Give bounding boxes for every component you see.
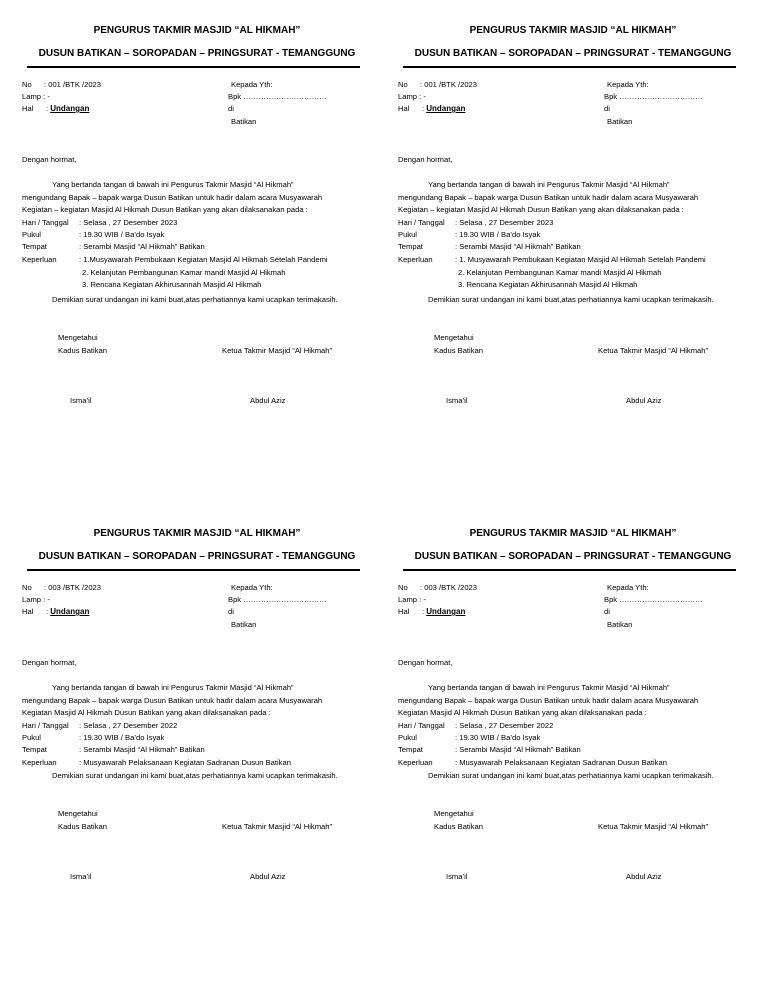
mengetahui: Mengetahui (434, 808, 474, 818)
keperluan-label: Keperluan (22, 255, 57, 264)
intro-line-2: mengundang Bapak – bapak warga Dusun Batikan untuk hadir dalam acara Musyawarah (22, 193, 323, 202)
signatory-left: Isma’il (70, 871, 92, 881)
lamp-value: : - (43, 595, 50, 604)
intro-line-1: Yang bertanda tangan di bawah ini Pengurus Takmir Masjid “Al Hikmah” (52, 180, 294, 189)
intro-line-1: Yang bertanda tangan di bawah ini Pengurus Takmir Masjid “Al Hikmah” (428, 683, 670, 692)
intro-line-3: Kegiatan – kegiatan Masjid Al Hikmah Dusun Batikan yang akan dilaksanakan pada : (22, 205, 308, 214)
bpk-line: Bpk …………………………… (228, 92, 327, 101)
tempat-value: : Serambi Masjid “Al Hikmah” Batikan (455, 745, 581, 754)
pukul-value: : 19.30 WIB / Ba’do Isyak (455, 230, 541, 239)
kepada-yth: Kepada Yth: (607, 80, 649, 89)
intro-line-3: Kegiatan Masjid Al Hikmah Dusun Batikan yang akan dilaksanakan pada : (22, 708, 271, 717)
hari-value: : Selasa , 27 Desember 2022 (455, 721, 554, 730)
closing-text: Demikian surat undangan ini kami buat,atas perhatiannya kami ucapkan terimakasih. (52, 770, 338, 780)
hal-label: Hal (22, 607, 34, 616)
hal-label: Hal (22, 104, 34, 113)
salutation: Dengan hormat, (398, 155, 453, 164)
no-value: : 003 /BTK /2023 (420, 583, 477, 592)
no-row (22, 80, 101, 90)
no-row (22, 583, 101, 593)
hal-row (22, 104, 89, 114)
hal-label: Hal (398, 607, 410, 616)
header-rule (27, 66, 360, 68)
closing-text: Demikian surat undangan ini kami buat,atas perhatiannya kami ucapkan terimakasih. (428, 770, 714, 780)
kepada-yth: Kepada Yth: (231, 80, 273, 89)
hal-value: Undangan (50, 104, 90, 113)
hal-colon: : (422, 104, 425, 113)
hal-row (398, 607, 465, 617)
tempat-value: : Serambi Masjid “Al Hikmah” Batikan (79, 242, 205, 251)
di-text: di (604, 607, 610, 616)
hal-value: Undangan (426, 607, 466, 616)
hal-value: Undangan (50, 607, 90, 616)
lamp-label: Lamp (22, 595, 41, 604)
hari-label: Hari / Tanggal (398, 218, 445, 227)
keperluan-item: 2. Kelanjutan Pembangunan Kamar mandi Masjid Al Hikmah (458, 267, 662, 277)
pukul-row (398, 230, 540, 240)
signatory-left: Isma’il (70, 395, 92, 405)
ketua-title: Ketua Takmir Masjid “Al Hikmah” (222, 821, 332, 831)
keperluan-label: Keperluan (398, 758, 433, 767)
header-rule (403, 66, 736, 68)
batikan-text: Batikan (231, 117, 257, 126)
lamp-row (22, 595, 50, 605)
tempat-value: : Serambi Masjid “Al Hikmah” Batikan (455, 242, 581, 251)
letter-subtitle: DUSUN BATIKAN – SOROPADAN – PRINGSURAT - TEMANGGUNG (38, 551, 356, 562)
tempat-label: Tempat (22, 745, 47, 754)
ketua-title: Ketua Takmir Masjid “Al Hikmah” (598, 821, 708, 831)
letter-title: PENGURUS TAKMIR MASJID “AL HIKMAH” (469, 25, 677, 36)
salutation: Dengan hormat, (22, 155, 77, 164)
signatory-right: Abdul Aziz (250, 395, 286, 405)
tempat-label: Tempat (398, 242, 423, 251)
keperluan-label: Keperluan (22, 758, 57, 767)
keperluan-item: 2. Kelanjutan Pembangunan Kamar mandi Masjid Al Hikmah (82, 267, 286, 277)
hal-colon: : (422, 607, 425, 616)
no-label: No (22, 583, 32, 592)
hal-label: Hal (398, 104, 410, 113)
signatory-right: Abdul Aziz (250, 871, 286, 881)
keperluan-item: 3. Rencana Kegiatan Akhirusannah Masjid Al Hikmah (458, 280, 638, 289)
header-rule (27, 569, 360, 571)
hal-row (22, 607, 89, 617)
hari-value: : Selasa , 27 Desember 2022 (79, 721, 178, 730)
hal-colon: : (46, 607, 49, 616)
hari-label: Hari / Tanggal (22, 721, 69, 730)
no-row (398, 583, 477, 593)
pukul-value: : 19.30 WIB / Ba’do Isyak (455, 733, 541, 742)
batikan-text: Batikan (607, 620, 633, 629)
closing-text: Demikian surat undangan ini kami buat,atas perhatiannya kami ucapkan terimakasih. (428, 294, 714, 304)
bpk-line: Bpk …………………………… (228, 595, 327, 604)
hari-row (22, 218, 177, 228)
hari-value: : Selasa , 27 Desember 2023 (455, 218, 554, 227)
hal-row (398, 104, 465, 114)
letter-subtitle: DUSUN BATIKAN – SOROPADAN – PRINGSURAT - TEMANGGUNG (414, 551, 732, 562)
letter-subtitle: DUSUN BATIKAN – SOROPADAN – PRINGSURAT - TEMANGGUNG (414, 48, 732, 59)
hal-value: Undangan (426, 104, 466, 113)
mengetahui: Mengetahui (58, 808, 98, 818)
di-text: di (604, 104, 610, 113)
signatory-right: Abdul Aziz (626, 395, 662, 405)
tempat-value: : Serambi Masjid “Al Hikmah” Batikan (79, 745, 205, 754)
kadus-title: Kadus Batikan (434, 345, 483, 355)
intro-line-2: mengundang Bapak – bapak warga Dusun Batikan untuk hadir dalam acara Musyawarah (398, 696, 699, 705)
pukul-value: : 19.30 WIB / Ba’do Isyak (79, 733, 165, 742)
pukul-value: : 19.30 WIB / Ba’do Isyak (79, 230, 165, 239)
lamp-row (398, 595, 426, 605)
kadus-title: Kadus Batikan (58, 345, 107, 355)
pukul-row (22, 230, 164, 240)
di-text: di (228, 607, 234, 616)
intro-line-1: Yang bertanda tangan di bawah ini Pengurus Takmir Masjid “Al Hikmah” (428, 180, 670, 189)
intro-line-1: Yang bertanda tangan di bawah ini Pengurus Takmir Masjid “Al Hikmah” (52, 683, 294, 692)
keperluan-item: : 1.Musyawarah Pembukaan Kegiatan Masjid Al Hikmah Setelah Pandemi (79, 255, 328, 264)
no-value: : 001 /BTK /2023 (44, 80, 101, 89)
salutation: Dengan hormat, (398, 658, 453, 667)
hari-row (398, 218, 553, 228)
letter-title: PENGURUS TAKMIR MASJID “AL HIKMAH” (93, 25, 301, 36)
kepada-yth: Kepada Yth: (607, 583, 649, 592)
hal-colon: : (46, 104, 49, 113)
no-label: No (398, 583, 408, 592)
keperluan-item: : 1. Musyawarah Pembukaan Kegiatan Masjid Al Hikmah Setelah Pandemi (455, 255, 706, 264)
tempat-row (398, 745, 581, 755)
no-row (398, 80, 477, 90)
lamp-label: Lamp (398, 92, 417, 101)
pukul-label: Pukul (22, 733, 41, 742)
batikan-text: Batikan (231, 620, 257, 629)
di-text: di (228, 104, 234, 113)
hari-value: : Selasa , 27 Desember 2023 (79, 218, 178, 227)
header-rule (403, 569, 736, 571)
hari-row (398, 721, 553, 731)
tempat-row (22, 745, 205, 755)
mengetahui: Mengetahui (58, 332, 98, 342)
kepada-yth: Kepada Yth: (231, 583, 273, 592)
closing-text: Demikian surat undangan ini kami buat,atas perhatiannya kami ucapkan terimakasih. (52, 294, 338, 304)
kadus-title: Kadus Batikan (58, 821, 107, 831)
pukul-row (22, 733, 164, 743)
lamp-value: : - (419, 92, 426, 101)
mengetahui: Mengetahui (434, 332, 474, 342)
lamp-label: Lamp (398, 595, 417, 604)
no-label: No (22, 80, 32, 89)
pukul-row (398, 733, 540, 743)
signatory-right: Abdul Aziz (626, 871, 662, 881)
keperluan-label: Keperluan (398, 255, 433, 264)
kadus-title: Kadus Batikan (434, 821, 483, 831)
batikan-text: Batikan (607, 117, 633, 126)
lamp-label: Lamp (22, 92, 41, 101)
bpk-line: Bpk …………………………… (604, 92, 703, 101)
hari-label: Hari / Tanggal (22, 218, 69, 227)
pukul-label: Pukul (22, 230, 41, 239)
keperluan-item: : Musyawarah Pelaksanaan Kegiatan Sadranan Dusun Batikan (455, 758, 667, 767)
hari-label: Hari / Tanggal (398, 721, 445, 730)
tempat-label: Tempat (398, 745, 423, 754)
salutation: Dengan hormat, (22, 658, 77, 667)
bpk-line: Bpk …………………………… (604, 595, 703, 604)
lamp-value: : - (419, 595, 426, 604)
letter-subtitle: DUSUN BATIKAN – SOROPADAN – PRINGSURAT - TEMANGGUNG (38, 48, 356, 59)
keperluan-item: : Musyawarah Pelaksanaan Kegiatan Sadranan Dusun Batikan (79, 758, 291, 767)
letter-title: PENGURUS TAKMIR MASJID “AL HIKMAH” (469, 528, 677, 539)
lamp-row (22, 92, 50, 102)
no-label: No (398, 80, 408, 89)
no-value: : 001 /BTK /2023 (420, 80, 477, 89)
tempat-label: Tempat (22, 242, 47, 251)
ketua-title: Ketua Takmir Masjid “Al Hikmah” (598, 345, 708, 355)
pukul-label: Pukul (398, 230, 417, 239)
tempat-row (398, 242, 581, 252)
no-value: : 003 /BTK /2023 (44, 583, 101, 592)
intro-line-3: Kegiatan – kegiatan Masjid Al Hikmah Dusun Batikan yang akan dilaksanakan pada : (398, 205, 684, 214)
signatory-left: Isma’il (446, 871, 468, 881)
signatory-left: Isma’il (446, 395, 468, 405)
keperluan-item: 3. Rencana Kegiatan Akhirusannah Masjid Al Hikmah (82, 280, 262, 289)
intro-line-3: Kegiatan Masjid Al Hikmah Dusun Batikan yang akan dilaksanakan pada : (398, 708, 647, 717)
letter-title: PENGURUS TAKMIR MASJID “AL HIKMAH” (93, 528, 301, 539)
ketua-title: Ketua Takmir Masjid “Al Hikmah” (222, 345, 332, 355)
pukul-label: Pukul (398, 733, 417, 742)
lamp-row (398, 92, 426, 102)
lamp-value: : - (43, 92, 50, 101)
intro-line-2: mengundang Bapak – bapak warga Dusun Batikan untuk hadir dalam acara Musyawarah (22, 696, 323, 705)
tempat-row (22, 242, 205, 252)
intro-line-2: mengundang Bapak – bapak warga Dusun Batikan untuk hadir dalam acara Musyawarah (398, 193, 699, 202)
hari-row (22, 721, 177, 731)
